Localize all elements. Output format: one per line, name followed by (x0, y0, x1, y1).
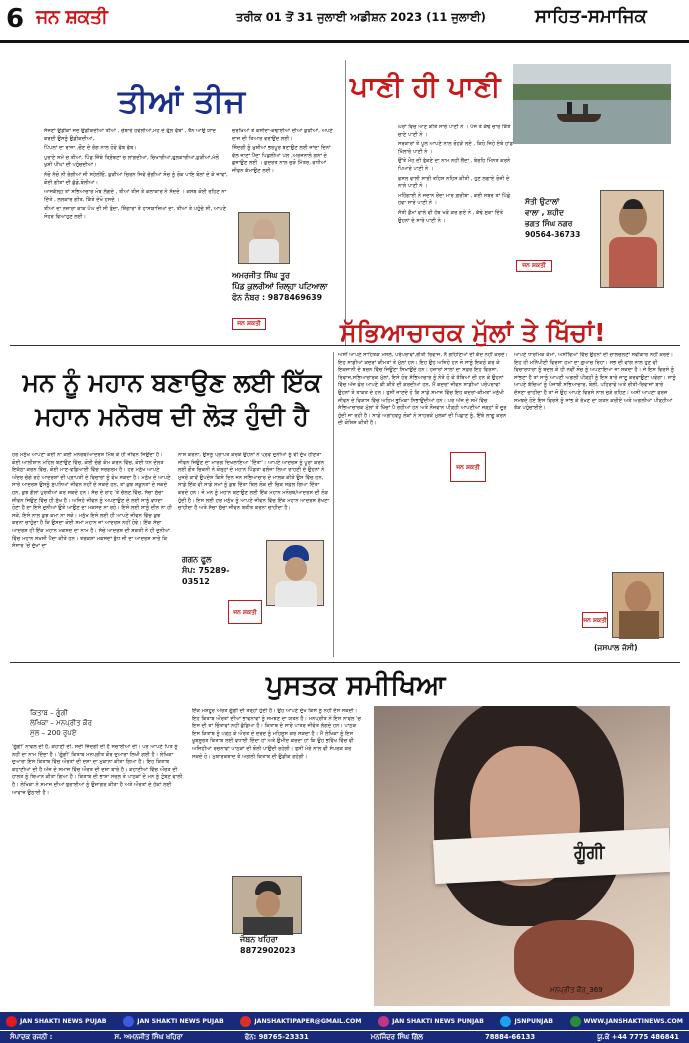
pustak-meta: ਕਿਤਾਬ – ਗੂੰਗੀ ਲੇਖਿਕਾ – ਮਨਪ੍ਰੀਤ ਕੌਰ ਮੁੱਲ – 200 ਰੁਪਏ (30, 709, 92, 737)
pustak-col1: 'ਗੂੰਗੀ' ਨਾਵਲ ਦੀ ਹੈ, ਕਹਾਣੀ ਦੀ, ਸਦੀ ਜ਼ਿੰਦਗੀ ਦੀ ਹੈ ਸਚਾਈਆਂ ਦੀ। ਪਰ ਆਪਣੇ ਪਿਤ ਨੂੰ ਨਹੀਂ ਦਾ ਨਾਮ ਦਿੰਦਾ ਹੈ। 'ਗੂੰਗੀ' ਕਿਤਾਬ ਮਨਪ੍ਰੀਤ ਕੌਰ ਦੁਆਰਾ ਲਿਖੀ ਗਈ ਹੈ। ਲੇਖਿਕਾ ਦੁਆਰਾ ਇਸ ਕਿਤਾਬ ਵਿੱਚ ਔਰਤਾਂ ਦੀ ਦਸ਼ਾ ਦਾ ਮੁਕਾਨਾ ਕੀਤਾ ਗਿਆ ਹੈ। ਇਹ ਕਿਤਾਬ ਕਹਾਣੀਆਂ ਦੀ ਹੈ ਅੱਜ ਦੇ ਸਮਾਜ ਵਿੱਚ ਔਰਤ ਦੀ ਦਸ਼ਾ ਬਾਰੇ ਹੈ। ਕਹਾਣੀਆਂ ਵਿੱਚ ਔਰਤ ਦੀ ਹਾਲਤ ਨੂੰ ਬਿਆਨ ਕੀਤਾ ਗਿਆ ਹੈ। ਕਿਤਾਬ ਦੀ ਭਾਸ਼ਾ ਸਰਲ ਤੇ ਪਾਠਕਾਂ ਦੇ ਮਨ ਨੂੰ ਟੁੰਬਣ ਵਾਲੀ ਹੈ। ਲੇਖਿਕਾ ਨੇ ਸਮਾਜ ਦੀਆਂ ਬੁਰਾਈਆਂ ਨੂੰ ਉਜਾਗਰ ਕੀਤਾ ਹੈ ਅਤੇ ਔਰਤਾਂ ਦੇ ਹੱਕਾਂ ਲਈ ਆਵਾਜ਼ ਉਠਾਈ ਹੈ। (12, 744, 183, 796)
footer-uk-phone: ਯੂ.ਕੇ +44 7775 486841 (597, 1032, 679, 1041)
jan-shakti-badge: ਜਨ ਸ਼ਕਤੀ (516, 260, 552, 272)
sabhiachar-col1: ਅਸੀਂ ਆਪਣੇ ਸਾਹਿਤਕ ਮਸਲੇ, ਪਰੰਪਰਾਵਾਂ,ਰੀਤੀ ਰਿਵਾਜ, ਨੈ ਗਹਿਣਿਆਂ ਦੀ ਕੱਦ ਨਹੀਂ ਕਰਦੇ। ਇਹ ਸਾਡੀਆਂ ਕਦਰਾਂ ਕੀਮਤਾਂ ਤੇ ਮੁੱਲਾਂ ਹਨ। ਇਹ ਉਹ ਅਜਿਹੇ ਹਨ ਜੋ ਸਾਨੂੰ ਇਕਠੇ ਕਰ ਕੇ ਇਕਜਾਨੀ ਦੇ ਬਚਨ ਵਿੱਚ ਜਿਊਣਾ ਸਿਖਾਉਂਦੇ ਹਨ। ਹਜ਼ਾਰਾਂ ਸਾਲਾਂ ਦਾ ਸਫ਼ਰ ਇਹ ਵਿਰਸਾ, ਰਿਵਾਜ,ਸਭਿਆਚਾਰਕ ਮੁੱਲਾਂ, ਇਸੇ ਹੋਰ ਸੱਭਿਆਚਾਰ ਨੂੰ ਨੇਤੇ ਹੋ ਕੇ ਤੱਥਿਆਂ ਦੀ ਹਨ ਕੇ ਉਹਨਾਂ ਵਿੱਚ ਅੱਜ ਫੇਰ ਆਪਣੇ ਕੀ ਕੀਤੇ ਦੀ ਕਰਦੀਆਂ ਹਨ, ਮੈਂ ਕਦਰਾਂ ਜੀਵਨ ਸਾਡੀਆਂ ਪਰੰਪਰਾਵਾਂ ਉਹਨਾਂ ਤੇ ਤਾਕਤ ਦੇ ਹਨ। ਤੁਸੀਂ ਜਾਣਦੇ ਹੋ ਕਿ ਸਾਡੇ ਸਮਾਜ ਵਿੱਚ ਇਹ ਕਦਰਾਂ-ਕੀਮਤਾਂ ਮਨੁੱਖੀ ਜੀਵਨ ਦੇ ਵਿਕਾਸ ਵਿੱਚ ਅਹਿਮ ਭੂਮਿਕਾ ਨਿਭਾਉਂਦੀਆਂ ਹਨ। ਪਰ ਅੱਜ ਦੇ ਸਮੇਂ ਵਿੱਚ ਸੱਭਿਆਚਾਰਕ ਮੁੱਲਾਂ ਤੇ ਖਿੱਚਾਂ ਪੈ ਰਹੀਆਂ ਹਨ ਅਤੇ ਨੌਜਵਾਨ ਪੀੜ੍ਹੀ ਆਪਣੀਆਂ ਜੜ੍ਹਾਂ ਤੋਂ ਦੂਰ ਹੁੰਦੀ ਜਾ ਰਹੀ ਹੈ। ਸਾਡੇ ਅਗਾਂਹਵਧੂ ਲੋਕਾਂ ਨੇ ਸਾਹਰਕੇ ਮੁਲਕਾਂ ਦੀ ਪਿਛਾਣ ਨੂੰ, ਇੱਥੇ ਲਾਗੂ ਕਰਨ ਦੀ ਕੋਸ਼ਿਸ਼ ਕੀਤੀ ਹੈ। (338, 352, 508, 427)
footer-instagram[interactable]: JAN SHAKTI NEWS PUNJAB (378, 1016, 484, 1027)
pustak-col2: ਇੱਕ ਮਸ਼ਹੂਰ ਔਰਤ ਗੂੰਗੀ ਦੀ ਤਰ੍ਹਾਂ ਹੁੰਦੀ ਹੈ। ਉਹ ਆਪਣੇ ਦੁੱਖ ਕਿਸੇ ਨੂੰ ਨਹੀਂ ਦੱਸ ਸਕਦੀ। ਇਹ ਕਿਤਾਬ ਔਰਤਾਂ ਦੀਆਂ ਭਾਵਨਾਵਾਂ ਨੂੰ ਸਮਝਣ ਦਾ ਯਤਨ ਹੈ। ਮਨਪ੍ਰੀਤ ਨੇ ਇਸ ਨਾਵਲ 'ਚ ਇਸ ਦੀ ਤਾਂ ਚਿੰਤਾਵਾਂ ਨਹੀਂ ਛੱਡਿਆ ਹੈ। ਕਿਤਾਬ ਦੇ ਸਾਰੇ ਪਾਤਰ ਜੀਵੰਤ ਲੱਗਦੇ ਹਨ। ਪਾਠਕ ਇਸ ਕਿਤਾਬ ਨੂੰ ਪੜ੍ਹ ਕੇ ਔਰਤ ਦੇ ਦਰਦ ਨੂੰ ਮਹਿਸੂਸ ਕਰ ਸਕਦਾ ਹੈ। ਮੈਂ ਲੇਖਿਕਾ ਨੂੰ ਇਸ ਖੂਬਸੂਰਤ ਕਿਤਾਬ ਲਈ ਵਧਾਈ ਦਿੰਦਾ ਹਾਂ ਅਤੇ ਉਮੀਦ ਕਰਦਾ ਹਾਂ ਕਿ ਉਹ ਭਵਿੱਖ ਵਿੱਚ ਵੀ ਅਜਿਹੀਆਂ ਰਚਨਾਵਾਂ ਪਾਠਕਾਂ ਦੀ ਝੋਲੀ ਪਾਉਂਦੀ ਰਹੇਗੀ। ਤੁਸੀਂ ਮੇਰੇ ਨਾਲ ਵੀ ਸੰਪਰਕ ਕਰ ਸਕਦੇ ਹੋ। ਮੁਬਾਰਕਬਾਦ ਤੇ ਅਗਲੀ ਕਿਤਾਬ ਦੀ ਉਡੀਕ ਰਹੇਗੀ। (192, 708, 362, 760)
footer-email[interactable]: JANSHAKTIPAPER@GMAIL.COM (240, 1016, 361, 1027)
section-rule (10, 662, 680, 663)
footer-editor-label: ਸੰਪਾਦਕ ਰਜਨੀ : (10, 1032, 53, 1041)
paani-poem: ਘਰਾਂ ਵਿਚ ਆਣ ਕੀਤੇ ਸਾਰੇ ਪਾਣੀ ਨੇ । ਪੰਜੇ ਤੇ ਕੱਢੇ ਚਾਰ ਕਿੱਤੇ ਚਾਣੇ ਪਾਣੀ ਨੇ । ਸਰਕਾਰਾਂ ਤੇ ਪੂਲ ਆਪਣੇ ਨਾਲ ਰੋਹੜੇ ਲਏ , ਕਿਹੋ ਜਿਹੇ ਏਥੇ ਹਾਂਡ ਖਿੱਲਾਰੇ ਪਾਣੀ ਨੇ । ਉੱਤੇ ਮੌਹ ਦੀ ਤੁੱਕਣੇ ਦਾ ਨਾਮ ਨਹੀਂ ਲੈਂਦਾ , ਬੇਰਹਿ ਮਿੰਨਤ ਕਰਨੇ ਪਿਆਰੇ ਪਾਣੀ ਨੇ । ਫਸਲ ਵਾਲੀ ਸਾਰੀ ਤਹਿਸ ਨਹਿਸ ਕੀਤੀ , ਹੁਣ ਲਗਾਏ ਰੋਜ਼ੀ ਦੇ ਨਾਲੇ ਪਾਣੀ ਨੇ । ਮਹਿੰਗਾਈ ਨੇ ਜਦਾਨ ਰੋਂਦਾ ਮਾਰ ਗ਼ਰੀਬਾ , ਕਈ ਸਬਰ ਤਾਂ ਪਿੱਛੇ ਹਵਾ ਸਾਰੇ ਪਾਣੀ ਨੇ । ਸੱਤੀ ਡੈਮਾਂ ਵਾਲੇ ਵੀ ਹੱਥ ਖੜੇ ਕਰ ਗਏ ਨੇ , ਕੱਢੇ ਸੁਕਾ ਦਿੱਤੇ ਉਹਨਾਂ ਦੇ ਸਾਰੇ ਪਾਣੀ ਨੇ । (398, 124, 514, 224)
footer-website[interactable]: WWW.JANSHAKTINEWS.COM (570, 1016, 683, 1027)
footer-phone: ਫੋਨ: 98765-23331 (244, 1032, 309, 1041)
gmail-icon (240, 1016, 251, 1027)
jan-shakti-badge: ਜਨ ਸ਼ਕਤੀ (232, 318, 266, 330)
mann-headline: ਮਨ ਨੂੰ ਮਹਾਨ ਬਣਾਉਣ ਲਈ ਇੱਕ ਮਹਾਨ ਮਨੋਰਥ ਦੀ ਲੋੜ ਹੁੰਦੀ ਹੈ (22, 368, 322, 431)
sabhiachar-author-photo (612, 572, 664, 638)
book-cover (374, 706, 670, 1006)
flood-photo (513, 64, 671, 144)
web-icon (570, 1016, 581, 1027)
footer-editor-name: ਸ. ਅਮਨਜੀਤ ਸਿੰਘ ਖਹਿਰਾ (114, 1032, 183, 1041)
footer-youtube[interactable]: JAN SHAKTI NEWS PUJAB (6, 1016, 107, 1027)
header-rule (0, 40, 689, 43)
teeaan-author-photo (238, 212, 290, 264)
section-title: ਸਾਹਿਤ-ਸਮਾਜਿਕ (535, 6, 647, 27)
teeaan-headline: ਤੀਆਂ ਤੀਜ (118, 82, 246, 120)
footer-twitter[interactable]: JSNPUNJAB (500, 1016, 552, 1027)
footer-social-bar (0, 1012, 689, 1030)
mann-col1: ਹਰ ਮਨੁੱਖ ਆਪਣਾ ਕੋਈ ਨਾ ਕੋਈ ਮਨੋਰਥ/ਆਦਰਸ਼ ਮਿੱਥ ਕੇ ਹੀ ਜੀਵਨ ਜਿਉਂਦਾ ਹੈ। ਕੋਈ ਆਲੀਸ਼ਾਨ ਮਹਿਲ ਬਣਾਉਣ ਵਿੱਚ, ਕੋਈ ਚੰਗੇ ਕੰਮ ਕਰਨ ਵਿੱਚ, ਕੋਈ ਧਨ ਦੌਲਤ ਇਕੱਠਾ ਕਰਨ ਵਿੱਚ, ਕੋਈ ਮਾਣ-ਵਡਿਆਈ ਵਿੱਚ ਸਰਗਰਮ ਹੈ। ਹਰ ਮਨੁੱਖ ਆਪਣੇ ਅੰਦਰ ਚੰਗੇ ਰਹੇ ਆਦਰਸ਼ਾਂ ਦੀ ਪ੍ਰਾਪਤੀ ਦੇ ਵਿਚਾਰਾਂ ਨੂੰ ਵੇਖ ਸਕਦਾ ਹੈ। ਮਨੁੱਖ ਦੇ ਆਪਣੇ ਸਾਰੇ ਆਦਰਸ਼ ਉਸਨੂੰ ਸੁਪਨਿਆਂ ਜੀਵਨ ਨਹੀਂ ਦੇ ਸਕਦੇ ਹਨ, ਤਾਂ ਕੁਝ ਸ਼ਕੂਨਤਾਂ ਦੇ ਸਕਦੇ ਹਨ, ਕੁਝ ਗੱਲਾਂ ਪੁਰਤੀਆਂ ਕਰ ਸਕਦੇ ਹਨ। ਸੱਚ ਦੇ ਰਾਹ 'ਤੇ ਚੱਲਣ ਵਿੱਚ, ਸੱਚਾ ਸੁੱਚਾ ਜੀਵਨ ਜਿਉਣ ਵਿੱਚ ਹੀ ਸੁੱਖ ਹੈ। ਅਜਿਹੇ ਜੀਵਨ ਨੂੰ ਅਪਣਾਉਣ ਦੇ ਲਈ ਸਾਨੂੰ ਵਧਦਾ ਹੋਣਾ ਹੈ ਦਾ ਇਸੇ ਦੁਨੀਆਂ ਉਤੇ ਆਉਣ ਦਾ ਮਕਸਦ ਨਾ ਰਹੇ। ਇਸੇ ਲਈ ਸਾਨੂੰ ਦੀਨ ਨਾ ਹੀ ਸਕੇ, ਇਸੇ ਨਾਲ ਕੁਝ ਕਮਾ ਨਾ ਸਕੇ। ਮਨੁੱਖ ਇਸੇ ਲਈ ਹੀ ਆਪਣੇ ਜੀਵਨ ਵਿੱਚ ਕੁਝ ਕਰਨਾ ਚਾਹੁੰਦਾ ਹੈ ਕਿ ਉਸਦਾ ਕੋਈ ਸਮਾਂ ਮਹਾਨ ਜਾਂ ਆਦਰਸ਼ ਨਹੀਂ ਹੋਵੇ। ਇੱਕ ਸੱਚਾ ਆਦਰਸ਼ ਹੀ ਇੱਕ ਮਹਾਨ ਮਕਸਦ ਦਾ ਨਾਮ ਹੈ। ਸੱਚੇ ਆਦਰਸ਼ ਦੀ ਸ਼ਕਤੀ ਨੇ ਹੀ ਦੁਨੀਆਂ ਵਿੱਚ ਮਹਾਨ ਸ਼ਖ਼ਸੀ ਪੈਦਾ ਕੀਤੇ ਹਨ। ਤਰਕਸ਼ਾਂ ਮਕਸਦਾਂ ਬੁੱਧ ਜੀ ਦਾ ਆਦਰਸ਼ ਸਾਰੇ ਕਿ ਸੰਸਾਰ 'ਚੋਂ ਦੁੱਖਾਂ ਦਾ (12, 452, 172, 550)
paani-author-photo (600, 190, 664, 288)
mann-col2: ਨਾਸ਼ ਕਰਨਾ, ਉਸਨੂੰ ਪ੍ਰਾਪਤ ਕਰਕੇ ਉਹਨਾਂ ਨੇ ਪ੍ਰਵੇ ਦੁਨੀਆਂ ਨੂੰ ਵੀ ਦੁੱਖ ਹੀਣਤਾ ਜੀਵਨ ਜਿਉਣ ਦਾ ਮਾਰਗ ਦਿਖਲਾਇਆ 'ਦਿੱਤਾ'। ਆਪਣੇ ਆਦਰਸ਼ ਨੂੰ ਪੂਰਾ ਕਰਨ ਲਈ ਗੌਤ ਚਿਕਨੀ ਨੇ ਕੋਰ੍ਹਾਂ ਦੇ ਮਹਾਨ ਪਿੰਡਤਾ ਵਲੰਜਾ ਲਿਆ ਰਾਹਣੀ ਦੇ ਉਹਨਾਂ ਨੇ ਮੁਜਰੇ ਕਾਵੇਂ ਉਪਦੇਸ਼ ਕਿਸੇ ਦਿਨ ਜਨ ਸਭਿਆਚਾਰ ਦੇ ਮਾਲਕ ਕੀਤੇ ਉਸ ਵਿੱਚ ਹਨ, ਸਾਡੇ ਇੱਕ ਵੀ ਸਾਡੇ ਸਮਾਂ ਨੂੰ ਕੁਝ ਦਿੱਤਾ ਬਿਲ ਲੋਕ ਦੀ ਚਿਕ ਸਫ਼ਲ ਗਿਆ ਦਿੱਤਾ ਕਰਦੇ ਹਨ। ਜੋ ਮਨ ਨੂੰ ਮਹਾਨ ਬਣਾਉਣ ਲਈ ਇੱਕ ਮਹਾਨ ਮਨੋਰਥ/ਆਦਰਸ਼ ਦੀ ਲੋੜ ਹੁੰਦੀ ਹੈ। ਇਸ ਲਈ ਹਰ ਮਨੁੱਖ ਨੂੰ ਆਪਣੇ ਜੀਵਨ ਵਿੱਚ ਇੱਕ ਮਹਾਨ ਆਦਰਸ਼ ਰੱਖਣਾ ਚਾਹੀਦਾ ਹੈ ਅਤੇ ਸੱਚਾ ਸੁੱਚਾ ਜੀਵਨ ਬਤੀਤ ਕਰਨਾ ਚਾਹੀਦਾ ਹੈ। (178, 452, 330, 512)
instagram-icon (378, 1016, 389, 1027)
jan-shakti-badge: ਜਨ ਸ਼ਕਤੀ (450, 452, 486, 482)
sabhiachar-headline: ਸੱਭਿਆਚਾਰਕ ਮੁੱਲਾਂ ਤੇ ਖਿੱਚਾਂ! (340, 318, 606, 347)
mann-author-photo (266, 540, 324, 606)
column-divider (345, 60, 346, 345)
twitter-icon (500, 1016, 511, 1027)
footer-phone-2: 78884-66133 (484, 1033, 536, 1041)
sabhiachar-author: (ਜਸਪਾਲ ਜੱਸੀ) (594, 643, 638, 652)
facebook-icon (123, 1016, 134, 1027)
paani-byline: ਸੱਤੀ ਉਟਾਲਾਂ ਵਾਲਾ , ਸ਼ਹੀਦ ਭਗਤ ਸਿੰਘ ਨਗਰ 90564-36733 (525, 197, 581, 239)
jan-shakti-badge: ਜਨ ਸ਼ਕਤੀ (228, 600, 262, 624)
teeaan-poem-left: ਸੱਜਣਾਂ ਉਡੀਕਾਂ ਜਦ ਉਡੀਕਦੀਆਂ ਤੀਆਂ , ਚੌਬਾਰੇ ਹਵੇਲੀਆਂ,ਮੋਹ ਦੇ ਫੁੱਲ ਫੱਬਾਂ , ਤੈਨ ਆਉ ਯਾਦ ਕਰਦੀ ਉਸਨੂੰ ਉਡੀਕਦੀਆਂ, ਪਿੱਪਲਾਂ ਦਾ ਰਾਜਾ ,ਚੌਣ ਦੇ ਰੰਗ ਨਾਲ ਹੋਵੇ ਫੱਬ ਫੱਬ। ਪੁਰਾਣੇ ਸਮੇਂ ਚ ਤੀਆਂ, ਪਿੰਡ ਜਿੱਥੇ ਤ੍ਰਿੰਝਣਾਂ ਚ ਲਾਂਗਦੀਆਂ, ਚਿਖਾਰੀਆਂ,ਫੁਲਕਾਰੀਆਂ,ਕੁੜੀਆਂ,ਮੱਲੋਂ ਖੁਸ਼ੀ ਪੀਂਘਾਂ ਦੀ ਪਹੁੰਚਦੀਆਂ। ਨੱਚੋ ਨੱਚੋ ਨੀ ਰੰਗੀਆਂ ਜੀ ਸਹੇਲੀਓ, ਕੁੜੀਆਂ ਚਿਰਨ ਜਿਵੇਂ ਚੰਗੀਆਂ ਸੋਚ ਨੂੰ ਰੋਕ ਪਾਇ ਬੋਲਾਂ ਦੇ ਕੇ ਜਾਵਾਂ, ਕੋਈ ਗੀਤਾਂ ਦੀ ਛੱਡੋ,ਬੋਲੀਆਂ। ਆਜਕੱਲ੍ਹ ਤਾਂ ਸਭਿਆਚਾਰ ਮੋਬ ਲੱਗਦੇ , ਤੀਆਂ ਤੀਜ ਤੇ ਕਲਾਕਾਰ ਨੇ ਸੱਦਦੇ । ਕਸਬ ਕੋਈ ਰਹਿਣ ਨਾ ਦਿੱਤੇ , ਲਲਕਾਰ ਗੀਤ, ਕਿੱਤੇ ਦੇਖੋ ਹਸਦੇ । ਤੀਆਂ ਦਾ ਨਜ਼ਾਰਾ ਕਾਕ ਪੰਘ ਦੀ ਸੀ ਤੁੰਦਾ, ਸ਼ਿੰਗਾਰਾਂ ਤੇ ਹਾਸਯਾਜ਼ਿਆਂ ਦਾ, ਤੀਆਂ ਤੇ ਪਹੁੰਚੇ ਸੀ, ਆਪਣੇ ਸੋਹਰ ਵਿਆਹੁਣ ਲਈ। (44, 128, 228, 220)
book-title: ਗੂੰਗੀ (574, 842, 605, 863)
mann-byline: ਗਗਨ ਫੂਲ ਸੰਪ: 75289-03512 (182, 555, 230, 586)
teeaan-byline: ਅਮਰਜੀਤ ਸਿੰਘ ਤੂਰ ਪਿੰਡ ਕੁਲਰੀਆਂ ਜ਼ਿਲ੍ਹਾ ਪਟਿਆਲਾ ਫੋਨ ਨੰਬਰ : 9878469639 (232, 271, 328, 302)
footer-name-2: ਮਨਜਿੰਦਰ ਸਿੰਘ ਗਿੱਲ (370, 1032, 423, 1041)
footer-facebook[interactable]: JAN SHAKTI NEWS PUJAB (123, 1016, 224, 1027)
pustak-author-photo (232, 876, 302, 934)
book-author-label: ਮਨਪ੍ਰੀਤ ਕੌਰ_369 (550, 986, 603, 994)
paani-headline: ਪਾਣੀ ਹੀ ਪਾਣੀ (350, 70, 501, 103)
footer-contact-bar (0, 1030, 689, 1043)
pustak-byline: ਜੋਬਨ ਖਹਿਰਾ 8872902023 (240, 935, 296, 955)
newspaper-logo: ਜਨ ਸ਼ਕਤੀ (36, 6, 108, 28)
sabhiachar-col2: ਆਪਣੇ ਧਾਰਮਿਕ ਕੰਮਾਂ, ਅਸੀਂਵਿਆਂ ਵਿੱਚ ਉਹਨਾਂ ਦੀ ਚਾਲਚਲਣਾਂ ਸਵੀਕਾਰ ਨਹੀਂ ਕਰਦੇ। ਇਹ ਹੀ ਮਨਿੱਪੀਣੀ ਵਿਰਸਾ ਹਮਾ ਦਾ ਗੁਆਚ ਰਿਹਾ। ਸਭ ਦੀ ਵਾਂਗ ਨਾਲ ਹੁਣ ਵੀ ਵਿਚਾਰਧਾਰਾ ਨੂੰ ਬਦਲ ਕੇ ਹੀ ਨਵੀਂ ਸੋਚ ਨੂੰ ਅਪਣਾਇਆ ਜਾ ਸਕਦਾ ਹੈ। ਜੇ ਇਸ ਵਿਰਸੇ ਨੂੰ ਸਾਂਭਣਾ ਹੈ ਤਾਂ ਸਾਨੂੰ ਆਪਣੀ ਅਗਲੀ ਪੀੜ੍ਹੀ ਨੂੰ ਇਸ ਬਾਰੇ ਜਾਣੂ ਕਰਵਾਉਣਾ ਪਵੇਗਾ। ਸਾਨੂੰ ਆਪਣੇ ਬੱਚਿਆਂ ਨੂੰ ਪੰਜਾਬੀ ਸਭਿਆਚਾਰ, ਬੋਲੀ, ਪਹਿਰਾਵੇ ਅਤੇ ਰੀਤੀ-ਰਿਵਾਜਾਂ ਬਾਰੇ ਦੱਸਣਾ ਚਾਹੀਦਾ ਹੈ ਤਾਂ ਜੋ ਉਹ ਆਪਣੇ ਵਿਰਸੇ ਨਾਲ ਜੁੜੇ ਰਹਿਣ। ਅਸੀਂ ਆਪਣਾ ਫਰਜ਼ ਸਮਝਦੇ ਹੋਏ ਇਸ ਵਿਰਸੇ ਨੂੰ ਸਾਂਭ ਕੇ ਰੱਖਣ ਦਾ ਯਤਨ ਕਰੀਏ ਅਤੇ ਅਗਲੀਆਂ ਪੀੜ੍ਹੀਆਂ ਤੱਕ ਪਹੁੰਚਾਈਏ। (514, 352, 676, 412)
teeaan-poem-right: ਚਰਖ਼ਿਆਂ ਤੇ ਕਸੀਦਾ-ਕਢਾਈਆਂ ਦੀਆਂ ਕੁੜੀਆਂ, ਅਪਣੇ ਦਾਜ ਦੀ ਤਿਆਰ ਵਰਾਉਂਦ ਲਈ। ਜ਼ਿੰਦਗੀ ਨੂੰ ਖ਼ੁਸ਼ੀਆਂ ਭਰਪੂਰ ਬਣਾਉਣ ਲਈ ਜਾਂਦਾ ਦਿਨਾਂ ਵੱਲ ਜਾਣਾ ਪੈਂਦਾ ਪਿਛਲੀਆਂ ਪਲ ,ਅਰਜਨਾਲੇ ਗਨਾਂ ਦੇ ਛਜਾਉਣ ਲਈ । ਕੁਦਰਤ ਨਾਲ ਜੁੜੋ ਮਿੱਤਰ, ਵਧੀਆਂ ਜੀਵਨ ਕੱਮਾਉਣ ਲਈ। (232, 128, 333, 174)
column-divider (333, 352, 334, 657)
youtube-icon (6, 1016, 17, 1027)
page-number: 6 (6, 4, 25, 34)
pustak-headline: ਪੁਸਤਕ ਸਮੀਖਿਆ (266, 670, 446, 701)
dateline: ਤਰੀਕ 01 ਤੋਂ 31 ਜੁਲਾਈ ਅਡੀਸ਼ਨ 2023 (11 ਜੁਲਾਈ) (236, 10, 486, 24)
jan-shakti-badge: ਜਨ ਸ਼ਕਤੀ (582, 612, 608, 628)
